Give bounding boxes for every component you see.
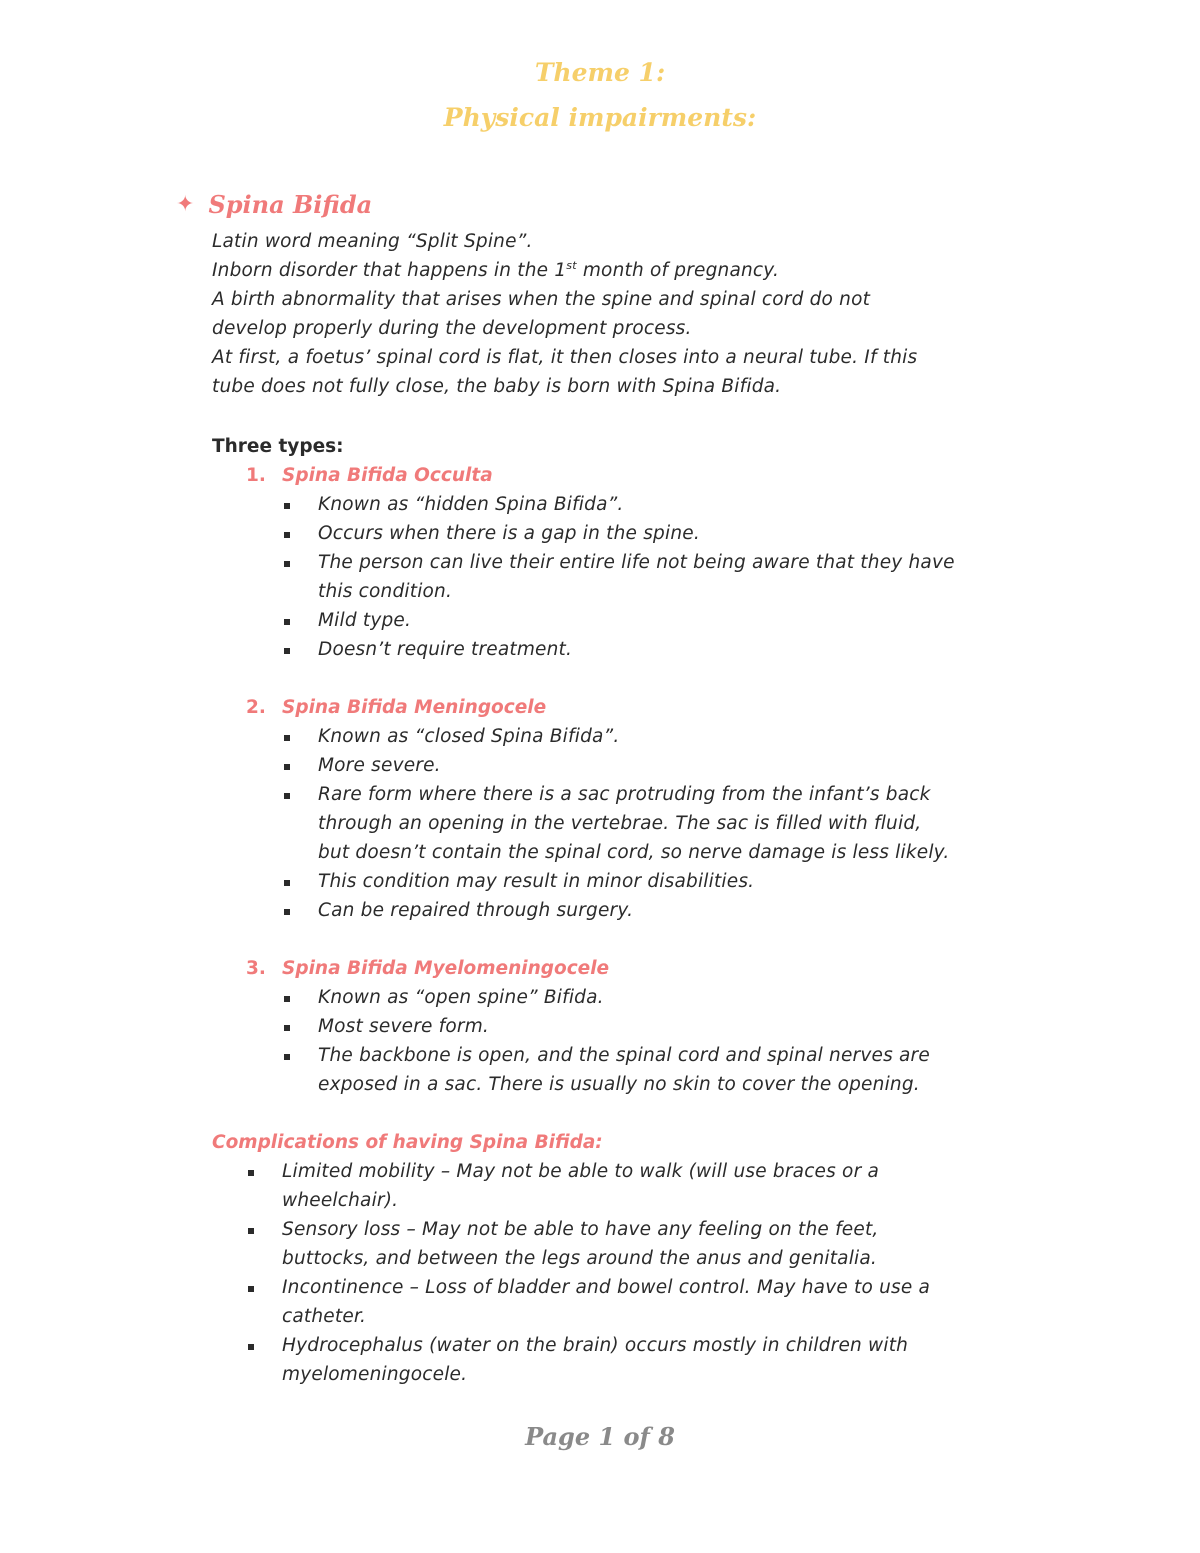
- list-item: This condition may result in minor disabilities.: [246, 867, 1146, 896]
- list-item: Known as “closed Spina Bifida”.: [246, 722, 1146, 751]
- type-number: 3.: [246, 958, 266, 979]
- theme-subtitle: Physical impairments:: [443, 103, 757, 132]
- intro-line: Latin word meaning “Split Spine”.: [212, 231, 533, 252]
- list-item: Doesn’t require treatment.: [246, 635, 1146, 664]
- list-item: Rare form where there is a sac protruding from the infant’s back through an opening in the vertebrae. The sac is filled with fluid, but doesn’t contain the spinal cord, so nerve damage is less likely.: [246, 780, 1146, 867]
- section-title: Spina Bifida: [208, 190, 373, 219]
- bullet-list: [246, 722, 1146, 925]
- square-bullet-icon: [284, 1054, 290, 1060]
- square-bullet-icon: [248, 1228, 254, 1234]
- square-bullet-icon: [284, 648, 290, 654]
- type-title: Spina Bifida Meningocele: [282, 697, 547, 718]
- square-bullet-icon: [284, 909, 290, 915]
- type-title: Spina Bifida Myelomeningocele: [282, 958, 610, 979]
- list-item: Sensory loss – May not be able to have any feeling on the feet, buttocks, and between the legs around the anus and genitalia.: [212, 1215, 1112, 1273]
- type-block-occulta: [246, 461, 1146, 664]
- list-item: The backbone is open, and the spinal cord and spinal nerves are exposed in a sac. There is usually no skin to cover the opening.: [246, 1041, 1146, 1099]
- type-number: 2.: [246, 697, 266, 718]
- intro-paragraph: [212, 227, 1112, 401]
- list-item: Can be repaired through surgery.: [246, 896, 1146, 925]
- intro-line: Inborn disorder that happens in the 1st month of pregnancy.: [212, 258, 780, 281]
- bullet-list: [246, 490, 1146, 664]
- complications-list: [212, 1157, 1112, 1389]
- section-heading: [176, 190, 372, 219]
- square-bullet-icon: [284, 532, 290, 538]
- type-block-myelomeningocele: [246, 954, 1146, 1099]
- type-heading: [246, 954, 1146, 983]
- list-item: Mild type.: [246, 606, 1146, 635]
- intro-line: develop properly during the development process.: [212, 318, 692, 339]
- list-item: Occurs when there is a gap in the spine.: [246, 519, 1146, 548]
- square-bullet-icon: [284, 764, 290, 770]
- intro-line: A birth abnormality that arises when the spine and spinal cord do not: [212, 289, 871, 310]
- four-point-star-icon: ✦: [176, 191, 195, 217]
- intro-line: At first, a foetus’ spinal cord is flat, it then closes into a neural tube. If this: [212, 347, 918, 368]
- list-item: Incontinence – Loss of bladder and bowel control. May have to use a catheter.: [212, 1273, 1112, 1331]
- theme-title: Theme 1:: [534, 58, 666, 87]
- list-item: More severe.: [246, 751, 1146, 780]
- list-item: The person can live their entire life not being aware that they have this condition.: [246, 548, 1146, 606]
- type-number: 1.: [246, 465, 266, 486]
- square-bullet-icon: [284, 1025, 290, 1031]
- complications-heading: Complications of having Spina Bifida:: [212, 1132, 603, 1153]
- intro-line: tube does not fully close, the baby is born with Spina Bifida.: [212, 376, 782, 397]
- square-bullet-icon: [248, 1344, 254, 1350]
- superscript: st: [566, 258, 577, 272]
- bullet-list: [246, 983, 1146, 1099]
- list-item: Limited mobility – May not be able to walk (will use braces or a wheelchair).: [212, 1157, 1112, 1215]
- list-item: Known as “open spine” Bifida.: [246, 983, 1146, 1012]
- square-bullet-icon: [284, 793, 290, 799]
- type-heading: [246, 693, 1146, 722]
- type-block-meningocele: [246, 693, 1146, 925]
- list-item: Most severe form.: [246, 1012, 1146, 1041]
- type-heading: [246, 461, 1146, 490]
- list-item: Known as “hidden Spina Bifida”.: [246, 490, 1146, 519]
- bullet-list: [212, 1157, 1112, 1389]
- type-title: Spina Bifida Occulta: [282, 465, 493, 486]
- list-item: Hydrocephalus (water on the brain) occurs mostly in children with myelomeningocele.: [212, 1331, 1112, 1389]
- square-bullet-icon: [284, 996, 290, 1002]
- square-bullet-icon: [284, 561, 290, 567]
- page-number: Page 1 of 8: [525, 1422, 675, 1451]
- square-bullet-icon: [284, 735, 290, 741]
- square-bullet-icon: [284, 880, 290, 886]
- types-label: Three types:: [212, 436, 344, 457]
- square-bullet-icon: [248, 1170, 254, 1176]
- square-bullet-icon: [248, 1286, 254, 1292]
- square-bullet-icon: [284, 503, 290, 509]
- square-bullet-icon: [284, 619, 290, 625]
